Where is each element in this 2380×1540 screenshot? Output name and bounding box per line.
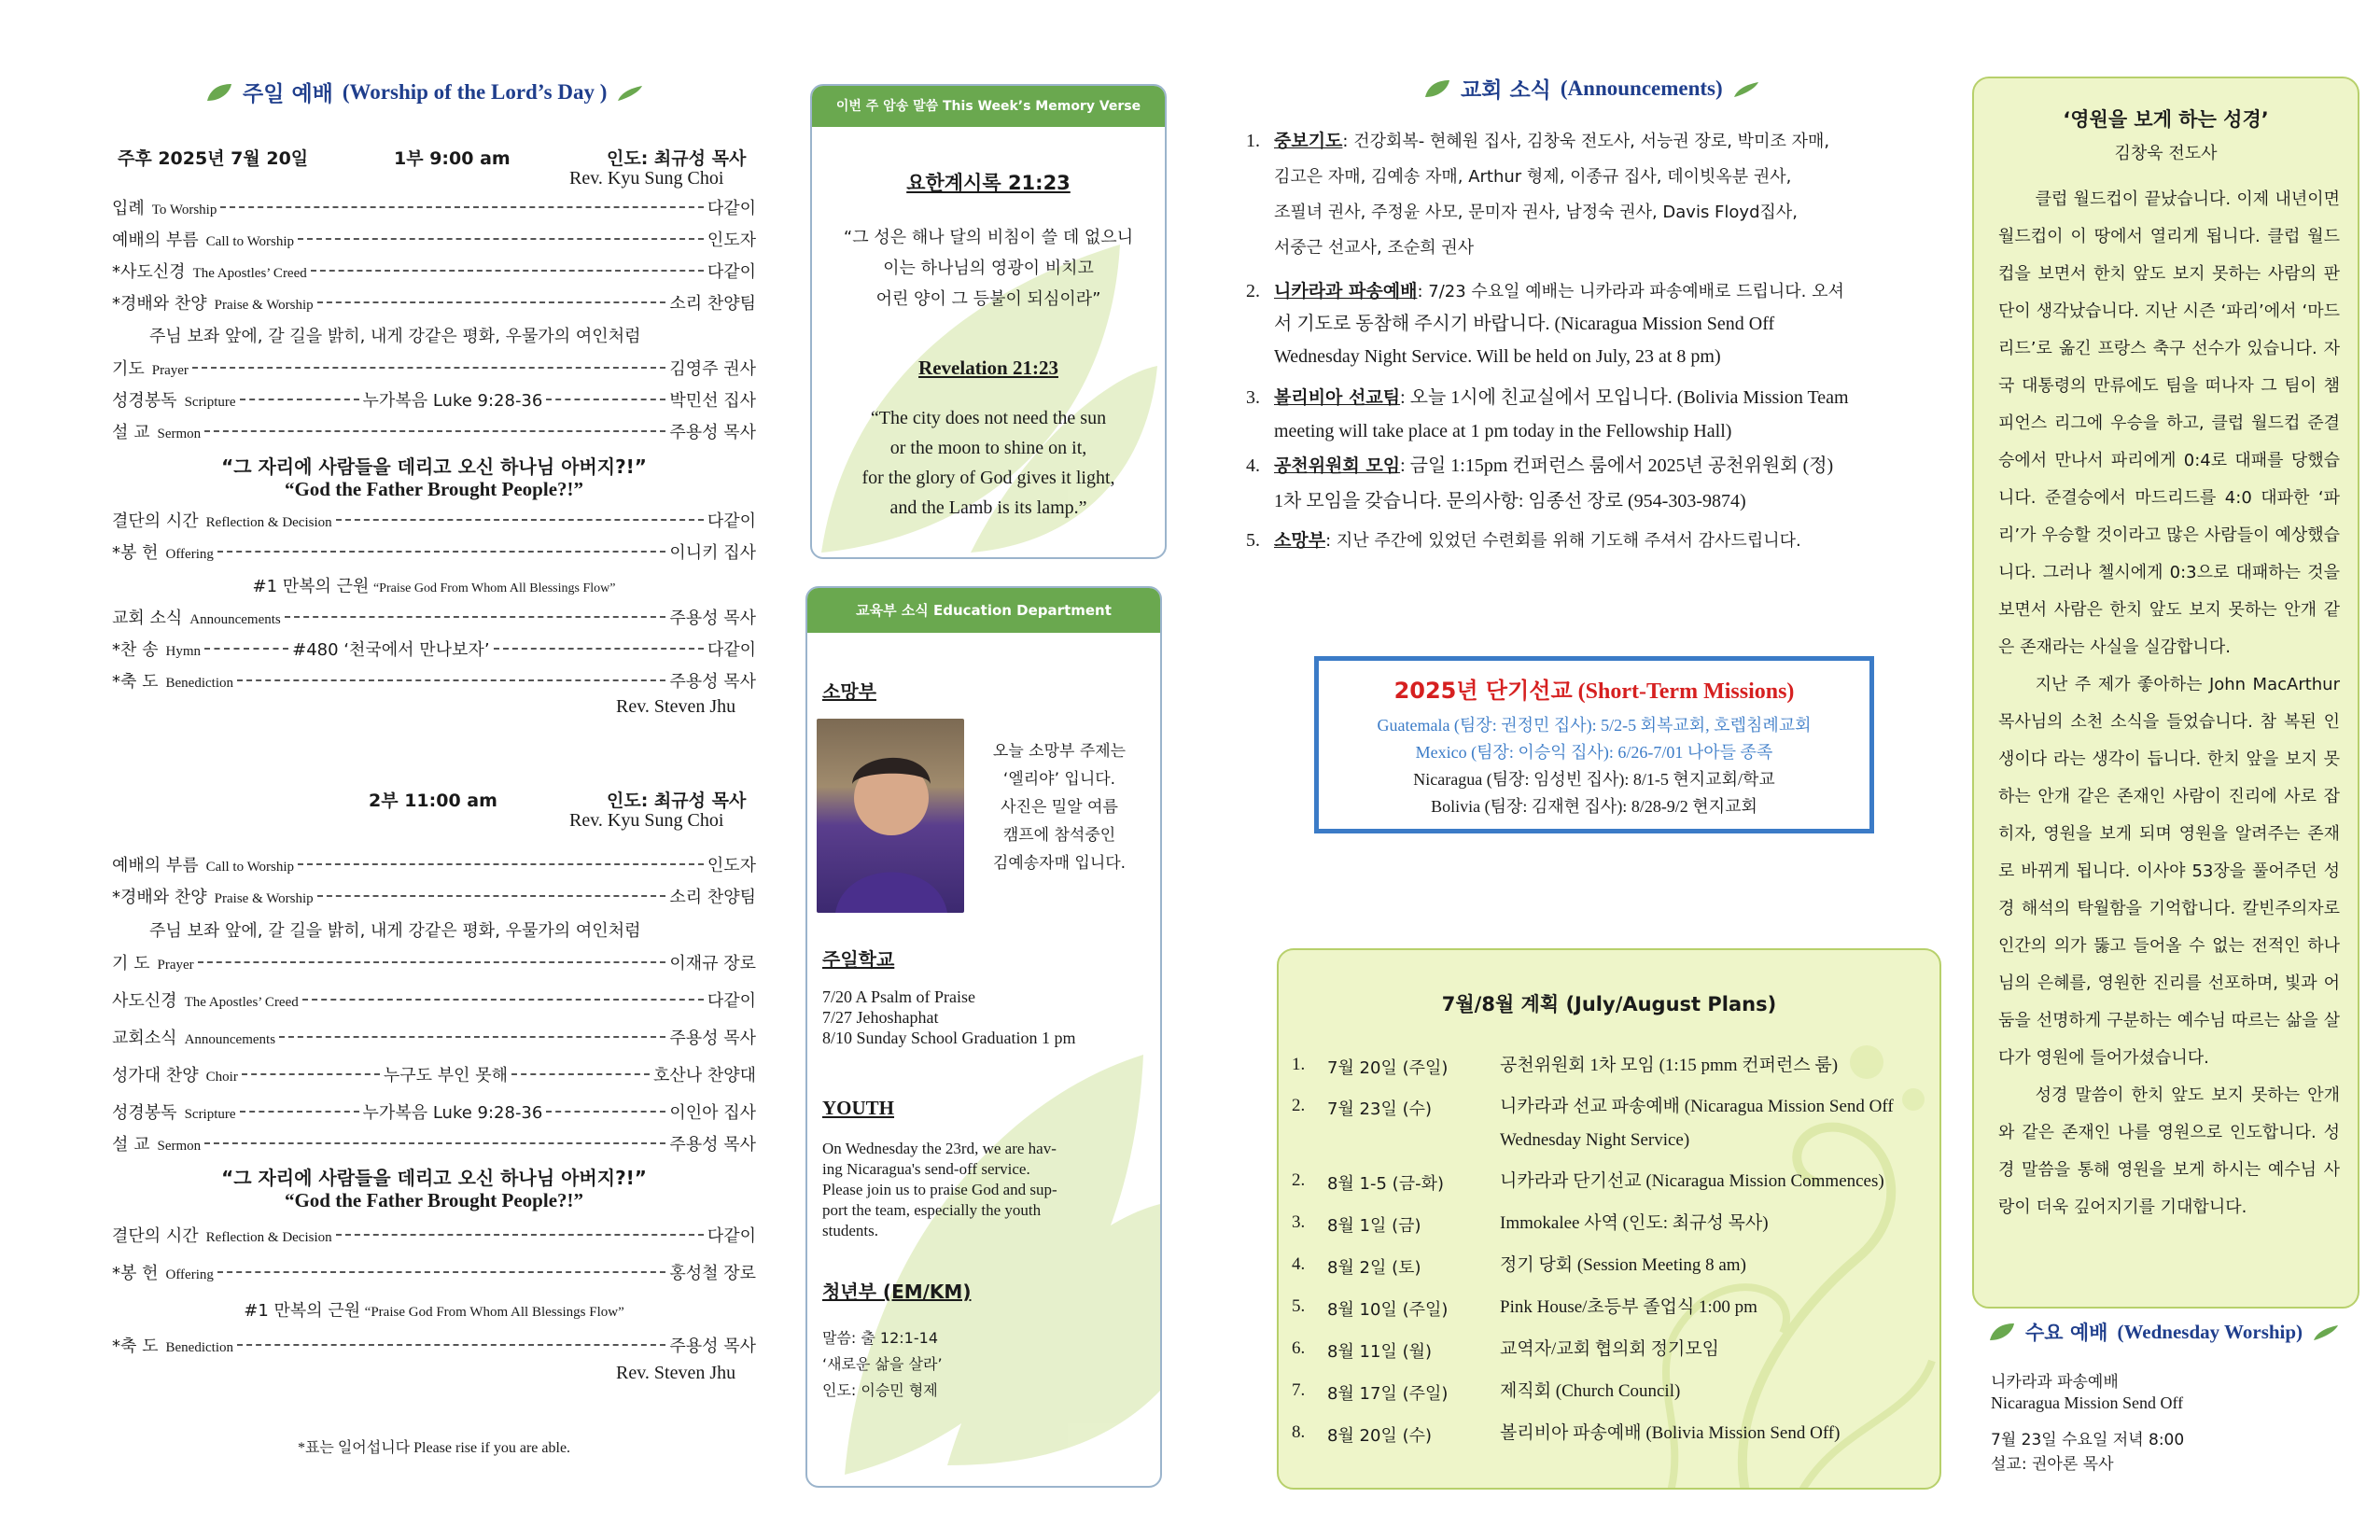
order-row: *봉 헌 Offering 이니키 집사: [112, 543, 756, 563]
plan-row: 3. 8월 1일 (금) Immokalee 사역 (인도: 최규성 목사): [1292, 1212, 1769, 1236]
first-service-leader: 인도: 최규성 목사: [607, 148, 747, 169]
order-row: 설 교 Sermon 주용성 목사: [112, 423, 756, 442]
announcement-item: 3. 볼리비아 선교팀: 오늘 1시에 친교실에서 모입니다. (Bolivia Mission Team meeting will take place at 1 pm today in the Fellowship Hall): [1246, 387, 1849, 441]
young-adult-text: 말씀: 출 12:1-14 ‘새로운 삶을 살라’ 인도: 이승민 형제: [822, 1329, 943, 1399]
second-service-leader: 인도: 최규성 목사: [607, 791, 747, 811]
order-row: *찬 송 Hymn #480 ‘천국에서 만나보자’ 다같이: [112, 640, 756, 660]
announcement-item: 2. 니카라과 파송예배: 7/23 수요일 예배는 니카라과 파송예배로 드립니다. 오셔 서 기도로 동참해 주시기 바랍니다. (Nicaragua Mission Send Off Wednesday Night Service. Will be held on July, 23 at 8 pm): [1246, 281, 1844, 367]
memory-verse-header: 이번 주 암송 말씀 This Week’s Memory Verse: [812, 86, 1165, 127]
order-row: 기도 Prayer 김영주 권사: [112, 359, 756, 379]
closing-pastor: Rev. Steven Jhu: [616, 696, 736, 717]
somang-photo: [817, 719, 964, 913]
doxology: #1 만복의 근원 “Praise God From Whom All Blessings Flow”: [244, 1301, 624, 1321]
missions-title: 2025년 단기선교 (Short-Term Missions): [1393, 678, 1795, 704]
order-row: *축 도 Benediction 주용성 목사: [112, 672, 756, 692]
essay-paragraph: 성경 말씀이 한치 앞도 보지 못하는 안개와 같은 존재인 나를 영원으로 인도합니다. 성경 말씀을 통해 영원을 보게 하시는 예수님 사랑이 더욱 깊어지기를 기대합니다.: [1998, 1085, 2340, 1217]
sermon-title-ko: “그 자리에 사람들을 데리고 오신 하나님 아버지?!”: [221, 455, 647, 478]
somang-text: 오늘 소망부 주제는 ‘엘리야’ 입니다. 사진은 밀알 여름 캠프에 참석중인 김예송자매 입니다.: [992, 742, 1127, 873]
mission-line: Mexico (팀장: 이승익 집사): 6/26-7/01 나아들 종족: [1415, 743, 1773, 762]
education-card: [805, 586, 1162, 1488]
plan-row: 4. 8월 2일 (토) 정기 당회 (Session Meeting 8 am): [1292, 1254, 1746, 1278]
july-august-plans-box: [1277, 948, 1941, 1490]
announcement-item: 1. 중보기도: 건강회복- 현혜원 집사, 김창욱 전도사, 서능권 장로, 박미조 자매, 김고은 자매, 김예송 자매, Arthur 형제, 이종규 집사, 데이빗옥분 권사, 조필녀 권사, 주정윤 사모, 문미자 권사, 남정숙 권사, Davis Floyd집사, 서중근 선교사, 조순희 권사: [1246, 131, 1830, 258]
announcement-item: 4. 공천위원회 모임: 금일 1:15pm 컨퍼런스 룸에서 2025년 공천위원회 (정) 1차 모임을 갖습니다. 문의사항: 임종선 장로 (954-303-9874): [1246, 455, 1834, 511]
essay-author: 김창욱 전도사: [2114, 144, 2218, 163]
essay-body: [1998, 181, 2340, 1226]
second-service-time: 2부 11:00 am: [369, 791, 497, 811]
order-row: 결단의 시간 Reflection & Decision 다같이: [112, 1226, 756, 1246]
sermon-title-ko: “그 자리에 사람들을 데리고 오신 하나님 아버지?!”: [221, 1167, 647, 1189]
memory-verse-ko: “그 성은 해나 달의 비침이 쓸 데 없으니 이는 하나님의 영광이 비치고 어린 양이 그 등불이 되심이라”: [843, 228, 1134, 309]
closing-pastor: Rev. Steven Jhu: [616, 1363, 736, 1383]
announcements-section-title: 교회 소식 (Announcements): [1423, 73, 1760, 104]
announcement-item: 5. 소망부: 지난 주간에 있었던 수련회를 위해 기도해 주셔서 감사드립니다.: [1246, 530, 1801, 551]
wednesday-section-title: 수요 예배 (Wednesday Worship): [1988, 1318, 2340, 1346]
praise-song-list: 주님 보좌 앞에, 갈 길을 밝히, 내게 강같은 평화, 우물가의 여인처럼: [149, 921, 641, 941]
leaf-icon: [616, 82, 644, 103]
person-photo-icon: [817, 719, 964, 913]
mission-line: Guatemala (팀장: 권정민 집사): 5/2-5 회복교회, 호렙침례교회: [1377, 716, 1812, 735]
short-term-missions-box: [1314, 656, 1874, 833]
order-row: 성가대 찬양 Choir 누구도 부인 못해 호산나 찬양대: [112, 1066, 757, 1085]
mission-line: Nicaragua (팀장: 임성빈 집사): 8/1-5 현지교회/학교: [1413, 770, 1775, 789]
order-row: *경배와 찬양 Praise & Worship 소리 찬양팀: [112, 294, 756, 314]
sunday-school-list: 7/20 A Psalm of Praise 7/27 Jehoshaphat 8/10 Sunday School Graduation 1 pm: [822, 987, 1076, 1047]
youth-text: On Wednesday the 23rd, we are hav- ing Nicaragua's send-off service. Please join us to praise God and sup- port the team, especially the youth students.: [822, 1140, 1057, 1239]
leaf-icon: [1423, 78, 1451, 99]
essay-paragraph: 클럽 월드컵이 끝났습니다. 이제 내년이면 월드컵이 이 땅에서 열리게 됩니다. 클럽 월드컵을 보면서 한치 앞도 보지 못하는 사람의 판단이 생각났습니다. 지난 시즌 ‘파리’에서 ‘마드리드’로 옮긴 프랑스 축구 선수가 있습니다. 자국 대통령의 만류에도 팀을 떠나자 그 팀이 챔피언스 리그에 우승을 하고, 클럽 월드컵 준결승에서 만나서 파리에게 0:4로 대패를 당했습니다. 준결승에서 마드리드를 4:0 대파한 ‘파리’가 우승할 것이라고 많은 사람들이 예상했습니다. 그러나 첼시에게 0:3으로 대패하는 것을 보면서 사람은 한치 앞도 보지 못하는 안개 같은 존재라는 사실을 실감합니다.: [1998, 189, 2340, 657]
order-row: 기 도 Prayer 이재규 장로: [112, 954, 756, 973]
order-row: *경배와 찬양 Praise & Worship 소리 찬양팀: [112, 888, 756, 907]
plan-row: 8. 8월 20일 (수) 볼리비아 파송예배 (Bolivia Mission Send Off): [1292, 1422, 1841, 1446]
leaf-icon: [2312, 1322, 2340, 1342]
memory-ref-ko: 요한계시록 21:23: [906, 172, 1071, 194]
order-row: *축 도 Benediction 주용성 목사: [112, 1337, 756, 1356]
first-service-time: 1부 9:00 am: [394, 148, 511, 169]
wednesday-details: 니카라과 파송예배 Nicaragua Mission Send Off 7월 23일 수요일 저녁 8:00 설교: 권아론 목사: [1991, 1373, 2185, 1474]
young-adult-title: 청년부 (EM/KM): [822, 1281, 972, 1303]
memory-verse-card: [810, 84, 1167, 559]
plan-row: 6. 8월 11일 (월) 교역자/교회 협의회 정기모임: [1292, 1338, 1720, 1362]
doxology: #1 만복의 근원 “Praise God From Whom All Blessings Flow”: [252, 577, 616, 596]
essay-title: ‘영원을 보게 하는 성경’: [2063, 108, 2269, 131]
pastoral-essay-box: [1972, 77, 2359, 1309]
standing-note: *표는 일어섭니다 Please rise if you are able.: [297, 1440, 571, 1456]
plan-row: 2. 8월 1-5 (금-화) 니카라과 단기선교 (Nicaragua Mission Commences): [1292, 1170, 1884, 1194]
plan-row: 2. 7월 23일 (수) 니카라과 선교 파송예배 (Nicaragua Mission Send Off Wednesday Night Service): [1292, 1096, 1894, 1150]
worship-order-column: [103, 65, 765, 1484]
sermon-title-en: “God the Father Brought People?!”: [284, 1189, 584, 1211]
essay-paragraph: 지난 주 제가 좋아하는 John MacArthur 목사님의 소천 소식을 들었습니다. 참 복된 인생이다 라는 생각이 듭니다. 한치 앞을 보지 못하는 안개 같은 존재인 사람이 진리에 사로 잡히자, 영원을 보게 되며 영원을 알려주는 존재로 바뀌게 됩니다. 이사야 53장을 풀어주던 성경 해석의 탁월함을 기억합니다. 칼빈주의자로 인간의 의가 뚫고 들어올 수 없는 전적인 하나님의 은혜를, 영원한 진리를 선포하며, 빛과 어둠을 선명하게 구분하는 예수님 따르는 삶을 살다가 영원에 들어가셨습니다.: [1998, 675, 2340, 1068]
order-row: 교회소식 Announcements 주용성 목사: [112, 1029, 756, 1048]
order-row: 결단의 시간 Reflection & Decision 다같이: [112, 511, 756, 531]
leaf-icon: [1988, 1322, 2016, 1342]
order-row: 예배의 부름 Call to Worship 인도자: [112, 231, 756, 250]
order-row: 예배의 부름 Call to Worship 인도자: [112, 856, 756, 875]
worship-section-title: 주일 예배 (Worship of the Lord’s Day ): [205, 77, 644, 107]
second-service-leader-en: Rev. Kyu Sung Choi: [569, 810, 724, 831]
order-row: *봉 헌 Offering 홍성철 장로: [112, 1264, 756, 1283]
memory-verse-en: “The city does not need the sun or the moon to shine on it, for the glory of God gives it light, and the Lamb is its lamp.”: [861, 408, 1115, 518]
order-row: 설 교 Sermon 주용성 목사: [112, 1135, 756, 1155]
sunday-school-title: 주일학교: [822, 948, 895, 971]
order-row: 성경봉독 Scripture 누가복음 Luke 9:28-36 이인아 집사: [112, 1103, 757, 1123]
memory-ref-en: Revelation 21:23: [918, 357, 1058, 379]
youth-title: YOUTH: [822, 1097, 895, 1119]
plans-title: 7월/8월 계획 (July/August Plans): [1441, 993, 1777, 1015]
somang-title: 소망부: [822, 680, 876, 703]
order-row: *사도신경 The Apostles’ Creed 다같이: [112, 262, 756, 282]
leaf-icon: [205, 82, 233, 103]
plan-row: 1. 7월 20일 (주일) 공천위원회 1차 모임 (1:15 pmm 컨퍼런스 룸): [1292, 1055, 1839, 1078]
order-row: 입례 To Worship 다같이: [112, 199, 756, 218]
first-service-leader-en: Rev. Kyu Sung Choi: [569, 168, 724, 189]
sermon-title-en: “God the Father Brought People?!”: [284, 478, 584, 500]
order-row: 교회 소식 Announcements 주용성 목사: [112, 609, 756, 628]
order-row: 사도신경 The Apostles’ Creed 다같이: [112, 991, 756, 1011]
praise-song-list: 주님 보좌 앞에, 갈 길을 밝히, 내게 강같은 평화, 우물가의 여인처럼: [149, 327, 641, 346]
plan-row: 5. 8월 10일 (주일) Pink House/초등부 졸업식 1:00 pm: [1292, 1296, 1757, 1320]
mission-line: Bolivia (팀장: 김재현 집사): 8/28-9/2 현지교회: [1431, 797, 1757, 816]
education-header: 교육부 소식 Education Department: [807, 588, 1160, 633]
missions-list: [1319, 712, 1869, 820]
plan-row: 7. 8월 17일 (주일) 제직회 (Church Council): [1292, 1380, 1681, 1404]
leaf-icon: [1732, 78, 1760, 99]
order-row: 성경봉독 Scripture 누가복음 Luke 9:28-36 박민선 집사: [112, 391, 757, 411]
service-date: 주후 2025년 7월 20일: [118, 148, 309, 169]
